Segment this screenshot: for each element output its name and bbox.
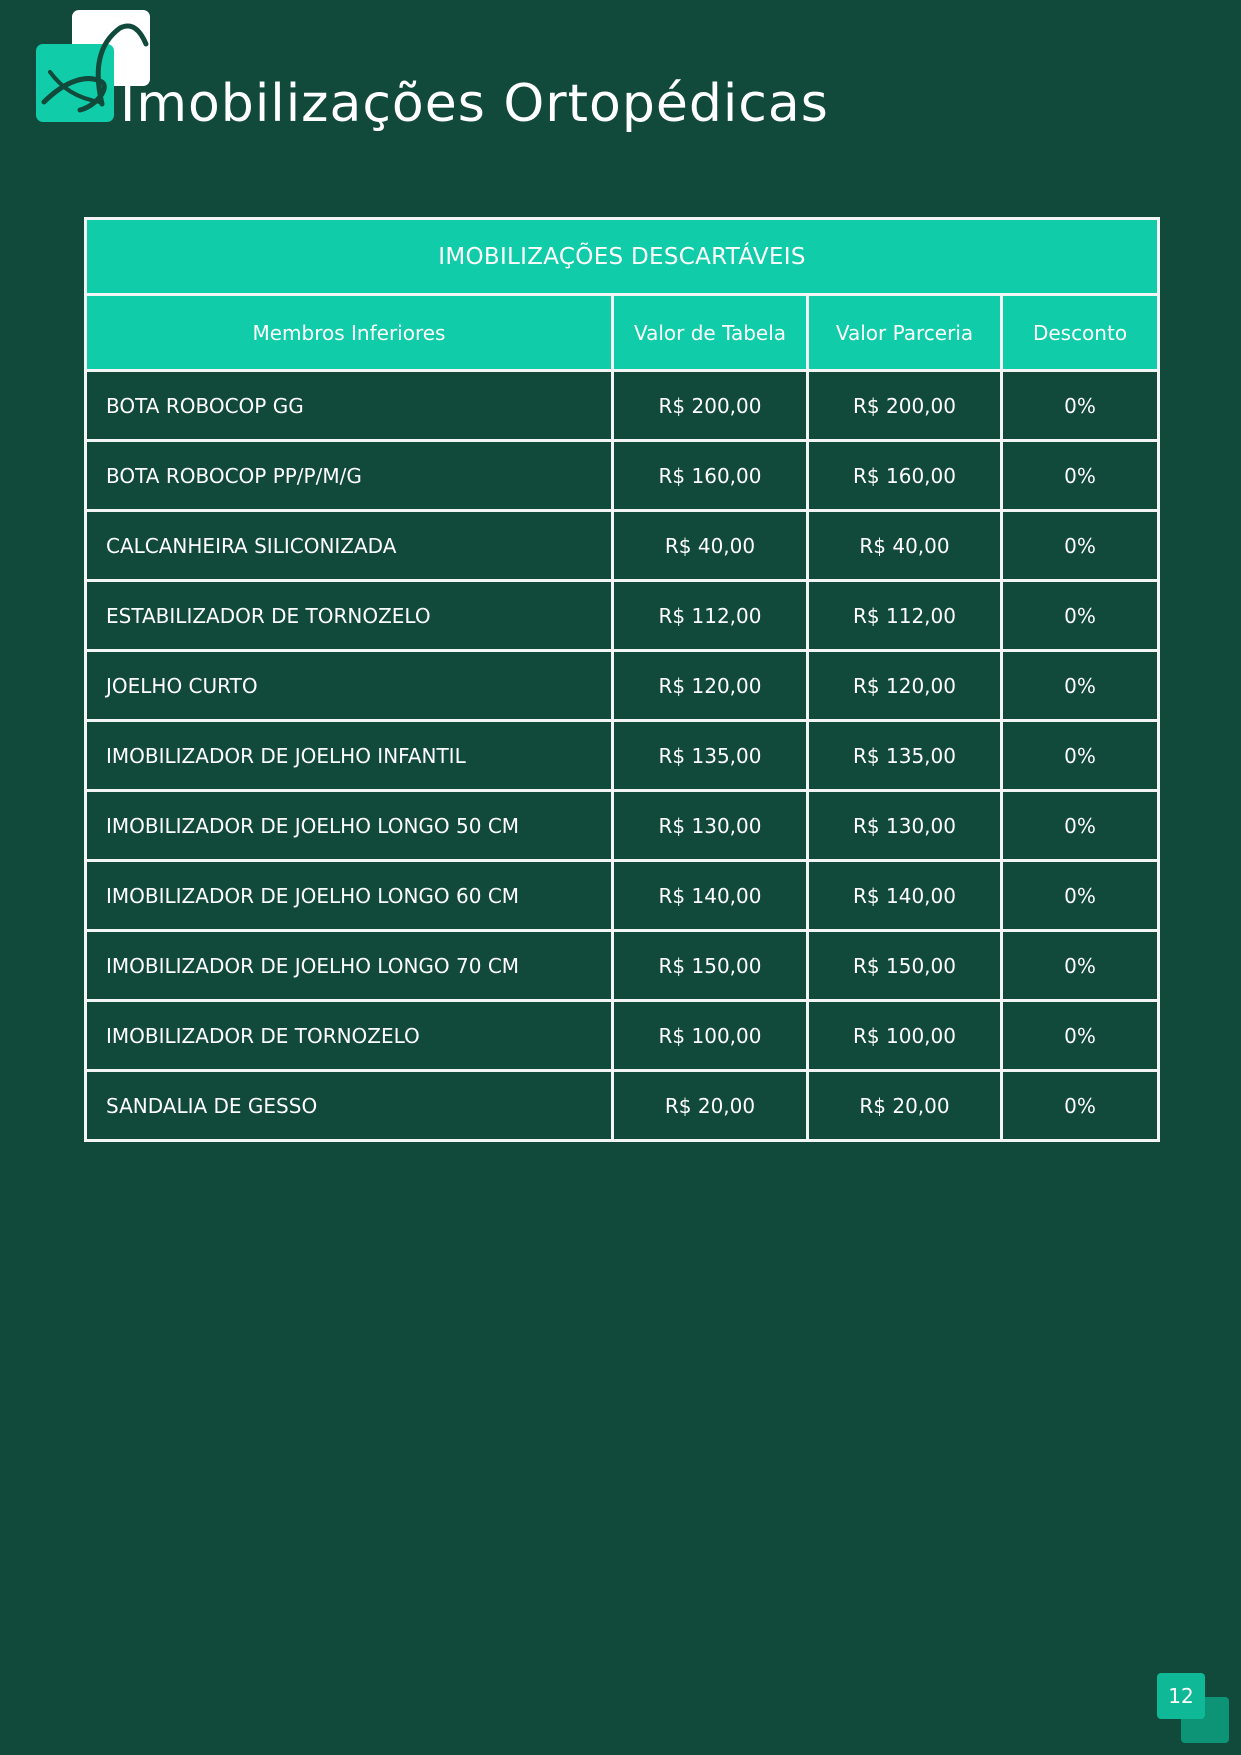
cell-valor-parceria: R$ 150,00 [808,931,1002,1001]
cell-desconto: 0% [1002,1001,1159,1071]
table-row [86,861,1159,931]
cell-desconto: 0% [1002,721,1159,791]
cell-valor-tabela: R$ 200,00 [613,371,808,441]
cell-valor-tabela: R$ 140,00 [613,861,808,931]
table-row [86,721,1159,791]
table-body [86,371,1159,1141]
table-row [86,1071,1159,1141]
cell-valor-parceria: R$ 135,00 [808,721,1002,791]
cell-desconto: 0% [1002,651,1159,721]
price-table [84,217,1160,1142]
table-row [86,651,1159,721]
table-row [86,581,1159,651]
cell-desconto: 0% [1002,791,1159,861]
table-caption: IMOBILIZAÇÕES DESCARTÁVEIS [86,219,1159,295]
table-row [86,511,1159,581]
cell-item: IMOBILIZADOR DE JOELHO INFANTIL [86,721,613,791]
cell-valor-tabela: R$ 150,00 [613,931,808,1001]
cell-valor-parceria: R$ 120,00 [808,651,1002,721]
cell-valor-tabela: R$ 120,00 [613,651,808,721]
cell-item: BOTA ROBOCOP GG [86,371,613,441]
cell-valor-parceria: R$ 130,00 [808,791,1002,861]
column-header-item: Membros Inferiores [86,295,613,371]
cell-item: JOELHO CURTO [86,651,613,721]
cell-valor-tabela: R$ 135,00 [613,721,808,791]
cell-desconto: 0% [1002,861,1159,931]
cell-desconto: 0% [1002,441,1159,511]
cell-item: ESTABILIZADOR DE TORNOZELO [86,581,613,651]
cell-valor-parceria: R$ 20,00 [808,1071,1002,1141]
table-row [86,931,1159,1001]
cell-valor-parceria: R$ 40,00 [808,511,1002,581]
cell-item: IMOBILIZADOR DE JOELHO LONGO 70 CM [86,931,613,1001]
column-header-valor-parceria: Valor Parceria [808,295,1002,371]
cell-desconto: 0% [1002,371,1159,441]
cell-desconto: 0% [1002,581,1159,651]
cell-valor-parceria: R$ 100,00 [808,1001,1002,1071]
cell-valor-tabela: R$ 20,00 [613,1071,808,1141]
table-row [86,791,1159,861]
cell-valor-parceria: R$ 140,00 [808,861,1002,931]
cell-desconto: 0% [1002,1071,1159,1141]
column-header-valor-tabela: Valor de Tabela [613,295,808,371]
table-row [86,371,1159,441]
column-header-desconto: Desconto [1002,295,1159,371]
cell-valor-tabela: R$ 100,00 [613,1001,808,1071]
cell-valor-parceria: R$ 112,00 [808,581,1002,651]
page-title: Imobilizações Ortopédicas [120,74,829,134]
table-row [86,1001,1159,1071]
cell-valor-parceria: R$ 200,00 [808,371,1002,441]
page-number-badge [1157,1673,1229,1743]
cell-desconto: 0% [1002,511,1159,581]
cell-item: SANDALIA DE GESSO [86,1071,613,1141]
cell-valor-tabela: R$ 160,00 [613,441,808,511]
cell-desconto: 0% [1002,931,1159,1001]
cell-valor-tabela: R$ 112,00 [613,581,808,651]
cell-valor-tabela: R$ 40,00 [613,511,808,581]
cell-item: CALCANHEIRA SILICONIZADA [86,511,613,581]
cell-valor-tabela: R$ 130,00 [613,791,808,861]
cell-item: IMOBILIZADOR DE TORNOZELO [86,1001,613,1071]
cell-item: IMOBILIZADOR DE JOELHO LONGO 60 CM [86,861,613,931]
cell-valor-parceria: R$ 160,00 [808,441,1002,511]
cell-item: IMOBILIZADOR DE JOELHO LONGO 50 CM [86,791,613,861]
page-number: 12 [1157,1673,1205,1719]
cell-item: BOTA ROBOCOP PP/P/M/G [86,441,613,511]
table-row [86,441,1159,511]
